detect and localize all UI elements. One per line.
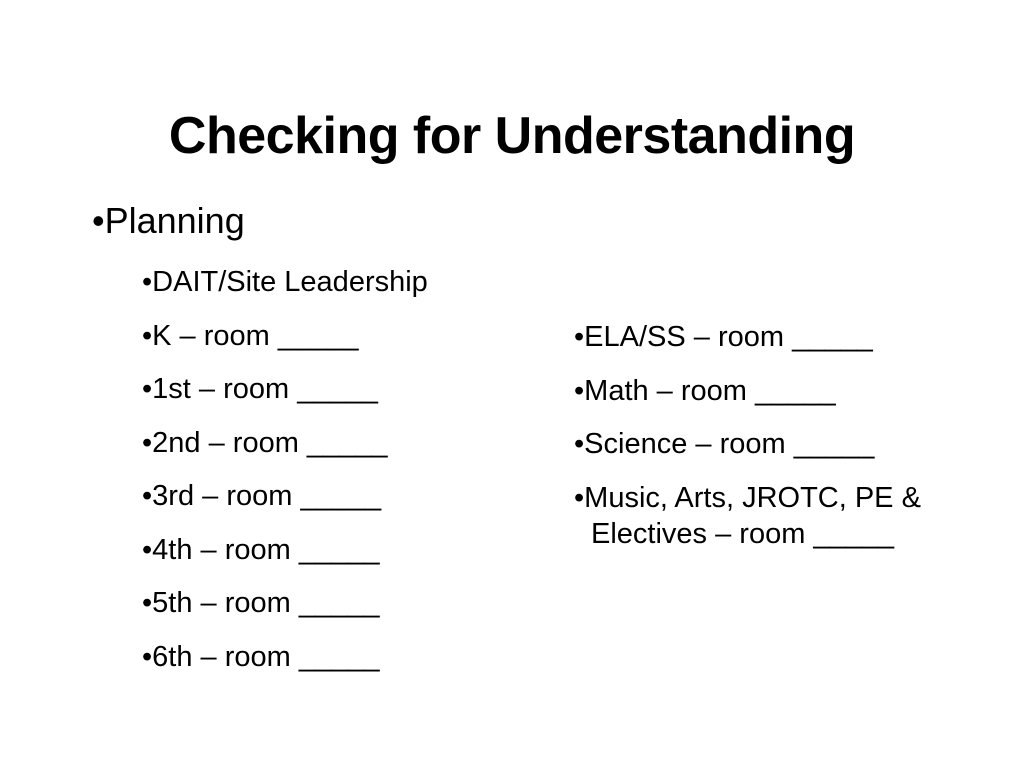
list-item-label: Science – room _____	[584, 428, 875, 460]
slide-title: Checking for Understanding	[168, 107, 856, 165]
list-item	[574, 319, 974, 373]
list-item	[574, 480, 974, 552]
list-item	[574, 426, 974, 480]
bullet-mark: •	[92, 200, 105, 241]
list-item-label: 5th – room _____	[152, 587, 380, 619]
bullet-mark: •	[142, 373, 153, 405]
list-item-label: Math – room _____	[584, 374, 836, 407]
list-item-label: 6th – room _____	[152, 640, 380, 673]
list-item-label: ELA/SS – room _____	[584, 321, 873, 353]
list-item	[142, 318, 428, 372]
bullet-planning-label: Planning	[104, 200, 245, 241]
bullet-mark: •	[142, 426, 153, 459]
bullet-mark: •	[142, 533, 153, 566]
list-item-label: DAIT/Site Leadership	[152, 266, 428, 298]
list-item	[142, 371, 428, 425]
list-item	[142, 585, 428, 639]
list-item-label: K – room _____	[152, 319, 359, 352]
list-item	[142, 532, 428, 586]
list-item	[142, 264, 428, 318]
list-item-label: 4th – room _____	[152, 533, 380, 566]
list-item-label: 2nd – room _____	[152, 426, 388, 459]
right-column	[574, 319, 974, 552]
bullet-mark: •	[574, 374, 585, 407]
list-item-label: Music, Arts, JROTC, PE &	[584, 481, 921, 514]
list-item	[142, 478, 428, 532]
list-item-label: 3rd – room _____	[152, 480, 382, 512]
list-item-label-continued: Electives – room _____	[591, 517, 895, 550]
bullet-mark: •	[574, 428, 585, 460]
bullet-mark: •	[142, 640, 153, 673]
bullet-mark: •	[574, 481, 585, 514]
list-item-label: 1st – room _____	[152, 373, 378, 405]
list-item	[142, 425, 428, 479]
bullet-mark: •	[574, 321, 585, 353]
list-item	[142, 639, 428, 693]
bullet-mark: •	[142, 319, 153, 352]
left-column	[142, 264, 428, 692]
bullet-planning	[92, 199, 245, 243]
bullet-mark: •	[142, 480, 153, 512]
bullet-mark: •	[142, 587, 153, 619]
list-item	[574, 373, 974, 427]
bullet-mark: •	[142, 266, 153, 298]
